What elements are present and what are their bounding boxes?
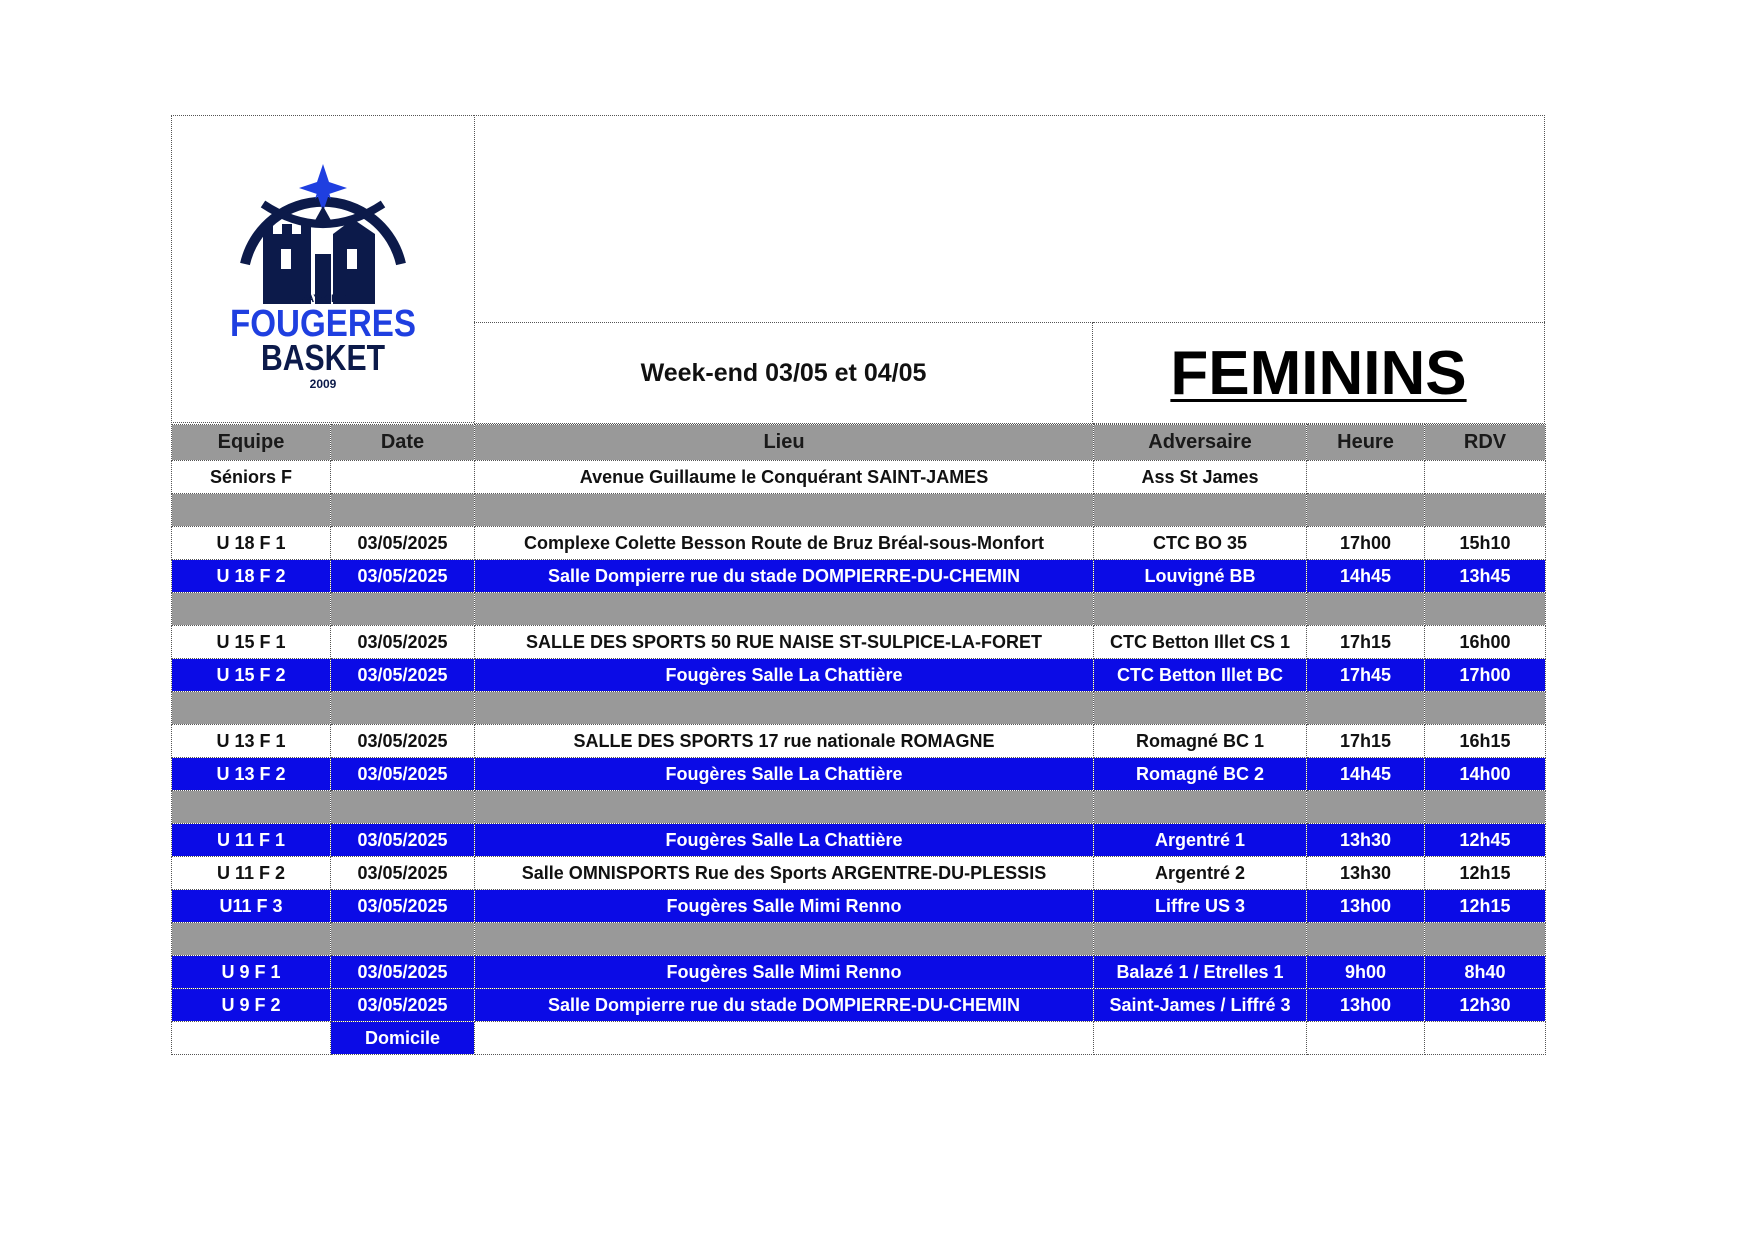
cell-date: 03/05/2025 [331, 989, 475, 1022]
cell-adversaire: Argentré 2 [1094, 857, 1307, 890]
separator-cell [331, 494, 475, 527]
cell-date [331, 461, 475, 494]
cell-equipe: U 13 F 2 [172, 758, 331, 791]
club-logo [223, 144, 423, 394]
cell-rdv: 16h00 [1425, 626, 1546, 659]
cell-adversaire: Liffre US 3 [1094, 890, 1307, 923]
separator-cell [1094, 791, 1307, 824]
table-row [172, 824, 1546, 857]
separator-cell [1425, 494, 1546, 527]
header-right [474, 115, 1545, 424]
legend-domicile: Domicile [331, 1022, 475, 1055]
separator-cell [475, 593, 1094, 626]
cell-adversaire: Ass St James [1094, 461, 1307, 494]
cell-rdv: 14h00 [1425, 758, 1546, 791]
cell-date: 03/05/2025 [331, 857, 475, 890]
logo-line1: PAYS DE [299, 293, 347, 305]
cell-lieu: SALLE DES SPORTS 17 rue nationale ROMAGNE [475, 725, 1094, 758]
separator-cell [1307, 791, 1425, 824]
separator-cell [1425, 923, 1546, 956]
schedule-table [171, 424, 1546, 1055]
cell-rdv: 12h15 [1425, 890, 1546, 923]
separator-cell [1094, 494, 1307, 527]
separator-cell [331, 593, 475, 626]
cell-date: 03/05/2025 [331, 956, 475, 989]
schedule-sheet [171, 115, 1545, 1055]
cell-lieu: Fougères Salle La Chattière [475, 824, 1094, 857]
legend-empty [1425, 1022, 1546, 1055]
cell-rdv: 12h45 [1425, 824, 1546, 857]
logo-line4: 2009 [309, 377, 337, 391]
cell-lieu: Avenue Guillaume le Conquérant SAINT-JAMES [475, 461, 1094, 494]
separator-cell [172, 791, 331, 824]
separator-cell [331, 923, 475, 956]
separator-cell [1094, 593, 1307, 626]
table-row [172, 560, 1546, 593]
cell-heure: 13h30 [1307, 857, 1425, 890]
col-heure: Heure [1307, 425, 1425, 461]
separator-cell [475, 494, 1094, 527]
col-adversaire: Adversaire [1094, 425, 1307, 461]
cell-lieu: Salle Dompierre rue du stade DOMPIERRE-DU-CHEMIN [475, 560, 1094, 593]
cell-lieu: Fougères Salle Mimi Renno [475, 890, 1094, 923]
cell-lieu: Salle OMNISPORTS Rue des Sports ARGENTRE-DU-PLESSIS [475, 857, 1094, 890]
cell-heure: 14h45 [1307, 758, 1425, 791]
separator-cell [1425, 692, 1546, 725]
separator-cell [172, 923, 331, 956]
separator-cell [1307, 494, 1425, 527]
cell-equipe: U 18 F 2 [172, 560, 331, 593]
cell-equipe: U 9 F 2 [172, 989, 331, 1022]
separator-row [172, 593, 1546, 626]
table-row [172, 527, 1546, 560]
separator-cell [475, 692, 1094, 725]
separator-cell [1307, 593, 1425, 626]
cell-heure: 17h15 [1307, 626, 1425, 659]
cell-rdv: 16h15 [1425, 725, 1546, 758]
legend-empty [1307, 1022, 1425, 1055]
logo-line2: FOUGERES [230, 303, 416, 345]
cell-lieu: Fougères Salle Mimi Renno [475, 956, 1094, 989]
cell-heure: 13h00 [1307, 890, 1425, 923]
separator-cell [331, 791, 475, 824]
cell-heure: 13h00 [1307, 989, 1425, 1022]
cell-date: 03/05/2025 [331, 824, 475, 857]
cell-adversaire: Argentré 1 [1094, 824, 1307, 857]
cell-rdv: 8h40 [1425, 956, 1546, 989]
table-row [172, 461, 1546, 494]
separator-cell [1425, 791, 1546, 824]
cell-equipe: U 13 F 1 [172, 725, 331, 758]
cell-rdv: 15h10 [1425, 527, 1546, 560]
cell-date: 03/05/2025 [331, 725, 475, 758]
title-row [474, 322, 1545, 424]
cell-equipe: U 18 F 1 [172, 527, 331, 560]
cell-equipe: U 11 F 2 [172, 857, 331, 890]
cell-adversaire: CTC Betton Illet BC [1094, 659, 1307, 692]
separator-cell [1094, 923, 1307, 956]
cell-rdv: 13h45 [1425, 560, 1546, 593]
separator-cell [475, 791, 1094, 824]
cell-lieu: Fougères Salle La Chattière [475, 659, 1094, 692]
separator-cell [331, 692, 475, 725]
separator-row [172, 791, 1546, 824]
cell-equipe: U 15 F 1 [172, 626, 331, 659]
cell-rdv: 12h15 [1425, 857, 1546, 890]
cell-lieu: SALLE DES SPORTS 50 RUE NAISE ST-SULPICE-LA-FORET [475, 626, 1094, 659]
cell-lieu: Fougères Salle La Chattière [475, 758, 1094, 791]
legend-row [172, 1022, 1546, 1055]
separator-row [172, 692, 1546, 725]
cell-equipe: U 15 F 2 [172, 659, 331, 692]
cell-date: 03/05/2025 [331, 527, 475, 560]
table-row [172, 626, 1546, 659]
cell-heure: 14h45 [1307, 560, 1425, 593]
logo-line3: BASKET [261, 337, 386, 378]
cell-heure: 9h00 [1307, 956, 1425, 989]
cell-adversaire: Romagné BC 1 [1094, 725, 1307, 758]
table-row [172, 890, 1546, 923]
week-label: Week-end 03/05 et 04/05 [474, 322, 1093, 424]
cell-adversaire: Louvigné BB [1094, 560, 1307, 593]
cell-adversaire: CTC Betton Illet CS 1 [1094, 626, 1307, 659]
cell-heure [1307, 461, 1425, 494]
cell-heure: 17h15 [1307, 725, 1425, 758]
table-row [172, 725, 1546, 758]
cell-equipe: Séniors F [172, 461, 331, 494]
cell-heure: 13h30 [1307, 824, 1425, 857]
separator-cell [1425, 593, 1546, 626]
col-lieu: Lieu [475, 425, 1094, 461]
section-title: FEMININS [1093, 322, 1545, 424]
cell-rdv [1425, 461, 1546, 494]
cell-equipe: U 9 F 1 [172, 956, 331, 989]
cell-rdv: 17h00 [1425, 659, 1546, 692]
table-row [172, 857, 1546, 890]
legend-empty [172, 1022, 331, 1055]
separator-cell [1307, 923, 1425, 956]
separator-cell [172, 692, 331, 725]
cell-date: 03/05/2025 [331, 890, 475, 923]
cell-date: 03/05/2025 [331, 758, 475, 791]
cell-equipe: U11 F 3 [172, 890, 331, 923]
legend-empty [475, 1022, 1094, 1055]
cell-adversaire: Saint-James / Liffré 3 [1094, 989, 1307, 1022]
col-equipe: Equipe [172, 425, 331, 461]
table-row [172, 956, 1546, 989]
cell-date: 03/05/2025 [331, 659, 475, 692]
cell-rdv: 12h30 [1425, 989, 1546, 1022]
cell-date: 03/05/2025 [331, 560, 475, 593]
cell-equipe: U 11 F 1 [172, 824, 331, 857]
separator-cell [172, 494, 331, 527]
separator-row [172, 494, 1546, 527]
legend-empty [1094, 1022, 1307, 1055]
logo-cell [171, 115, 474, 423]
table-row [172, 989, 1546, 1022]
separator-cell [172, 593, 331, 626]
table-row [172, 758, 1546, 791]
separator-cell [1307, 692, 1425, 725]
table-row [172, 659, 1546, 692]
cell-adversaire: Romagné BC 2 [1094, 758, 1307, 791]
cell-date: 03/05/2025 [331, 626, 475, 659]
col-date: Date [331, 425, 475, 461]
col-rdv: RDV [1425, 425, 1546, 461]
separator-row [172, 923, 1546, 956]
separator-cell [475, 923, 1094, 956]
blank-header-cell [474, 115, 1545, 322]
separator-cell [1094, 692, 1307, 725]
cell-heure: 17h45 [1307, 659, 1425, 692]
cell-adversaire: Balazé 1 / Etrelles 1 [1094, 956, 1307, 989]
header-row [172, 425, 1546, 461]
cell-adversaire: CTC BO 35 [1094, 527, 1307, 560]
cell-lieu: Complexe Colette Besson Route de Bruz Bréal-sous-Monfort [475, 527, 1094, 560]
cell-lieu: Salle Dompierre rue du stade DOMPIERRE-DU-CHEMIN [475, 989, 1094, 1022]
cell-heure: 17h00 [1307, 527, 1425, 560]
header-block [171, 115, 1545, 424]
